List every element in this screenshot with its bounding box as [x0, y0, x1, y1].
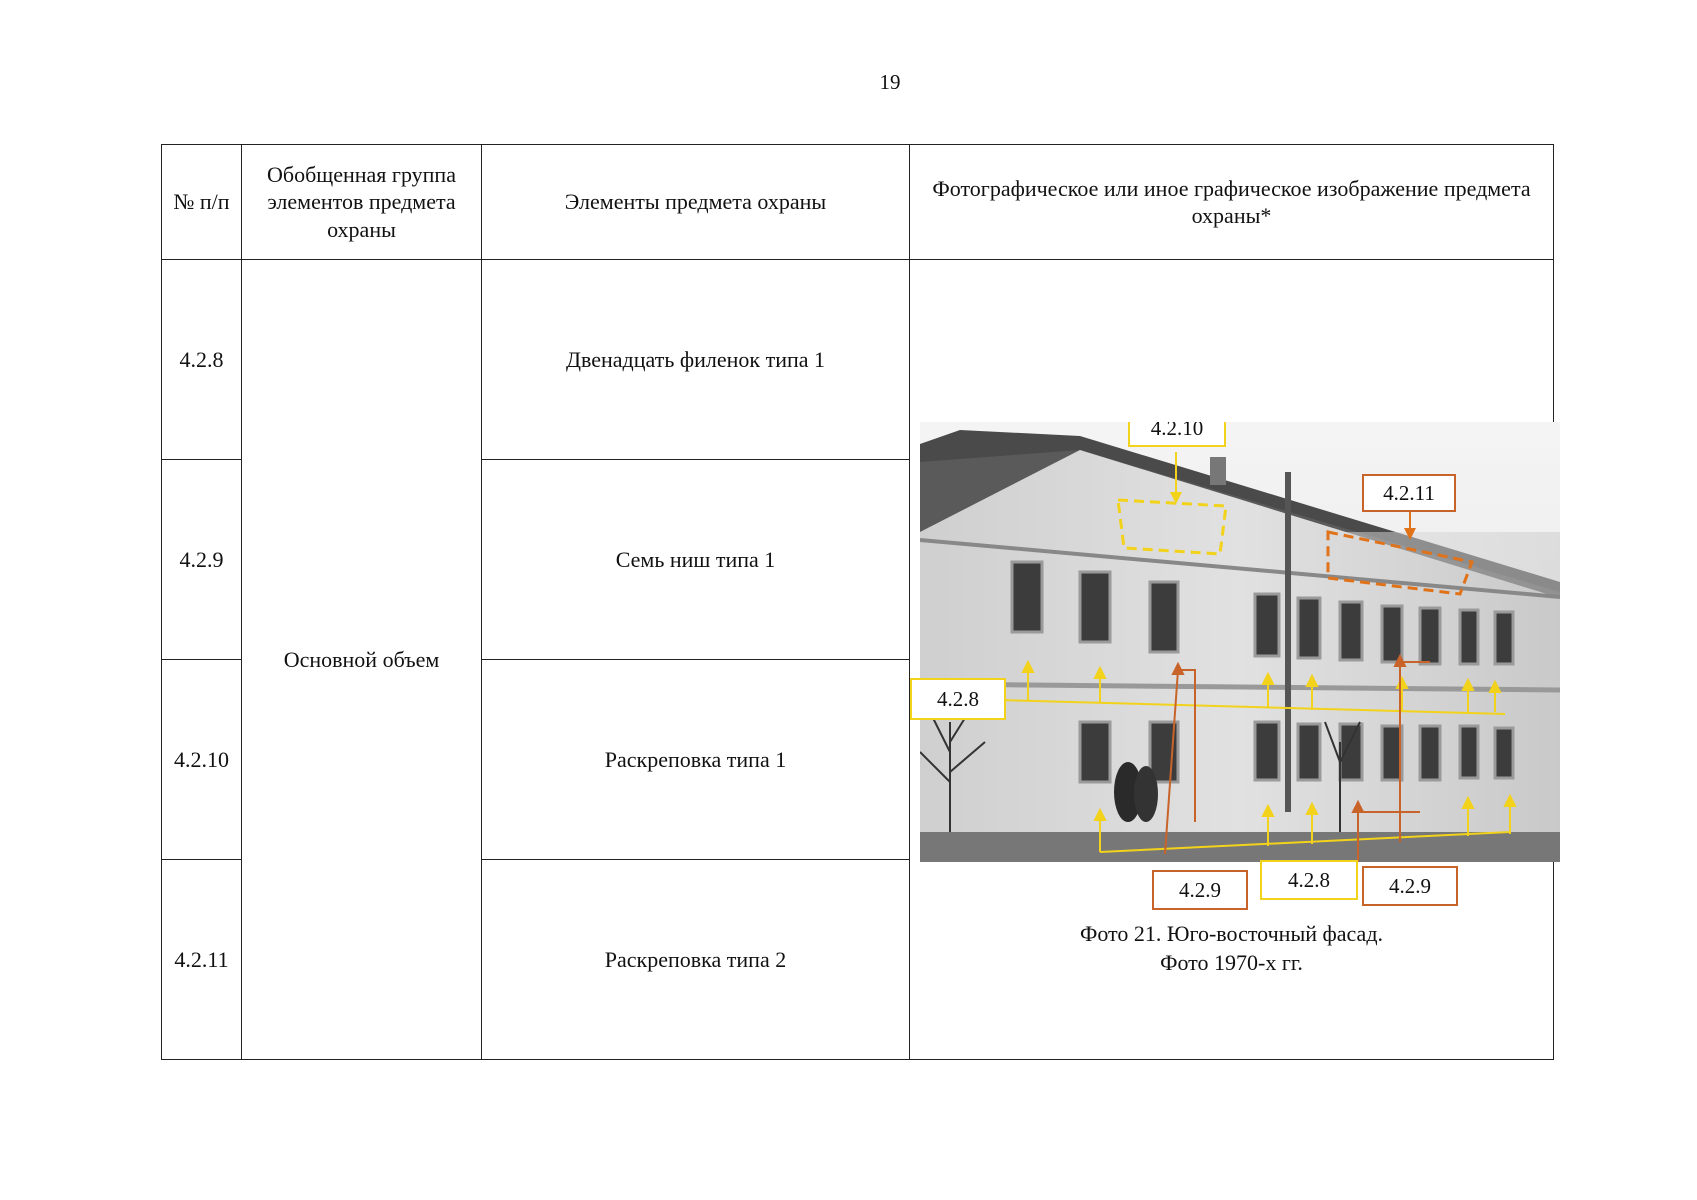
header-group: Обобщенная группа элементов предмета охраны	[242, 145, 482, 260]
label-4-2-10: 4.2.10	[1128, 422, 1226, 447]
header-image: Фотографическое или иное графическое изображение предмета охраны*	[910, 145, 1554, 260]
protection-elements-table	[161, 144, 1554, 1060]
page-number: 19	[879, 70, 901, 94]
label-4-2-8-bottom: 4.2.8	[1260, 860, 1358, 900]
header-elements: Элементы предмета охраны	[482, 145, 910, 260]
label-4-2-9-bottom-right: 4.2.9	[1362, 866, 1458, 906]
caption-line-1: Фото 21. Юго-восточный фасад.	[1079, 921, 1384, 946]
row-number: 4.2.10	[162, 660, 242, 860]
row-number: 4.2.9	[162, 460, 242, 660]
label-4-2-9-bottom-left: 4.2.9	[1152, 870, 1248, 910]
row-element: Семь ниш типа 1	[482, 460, 910, 660]
row-number: 4.2.8	[162, 260, 242, 460]
row-number: 4.2.11	[162, 860, 242, 1060]
header-number: № п/п	[162, 145, 242, 260]
facade-photo	[920, 422, 1560, 862]
caption-line-2: Фото 1970-х гг.	[1160, 949, 1303, 975]
group-cell: Основной объем	[242, 260, 482, 1060]
table-row	[162, 260, 1554, 460]
table-header-row	[162, 145, 1554, 260]
label-4-2-11: 4.2.11	[1362, 474, 1456, 512]
photo-caption	[910, 920, 1553, 977]
photo-cell	[910, 260, 1554, 1060]
row-element: Раскреповка типа 1	[482, 660, 910, 860]
label-4-2-8-left: 4.2.8	[910, 678, 1006, 720]
row-element: Раскреповка типа 2	[482, 860, 910, 1060]
row-element: Двенадцать филенок типа 1	[482, 260, 910, 460]
